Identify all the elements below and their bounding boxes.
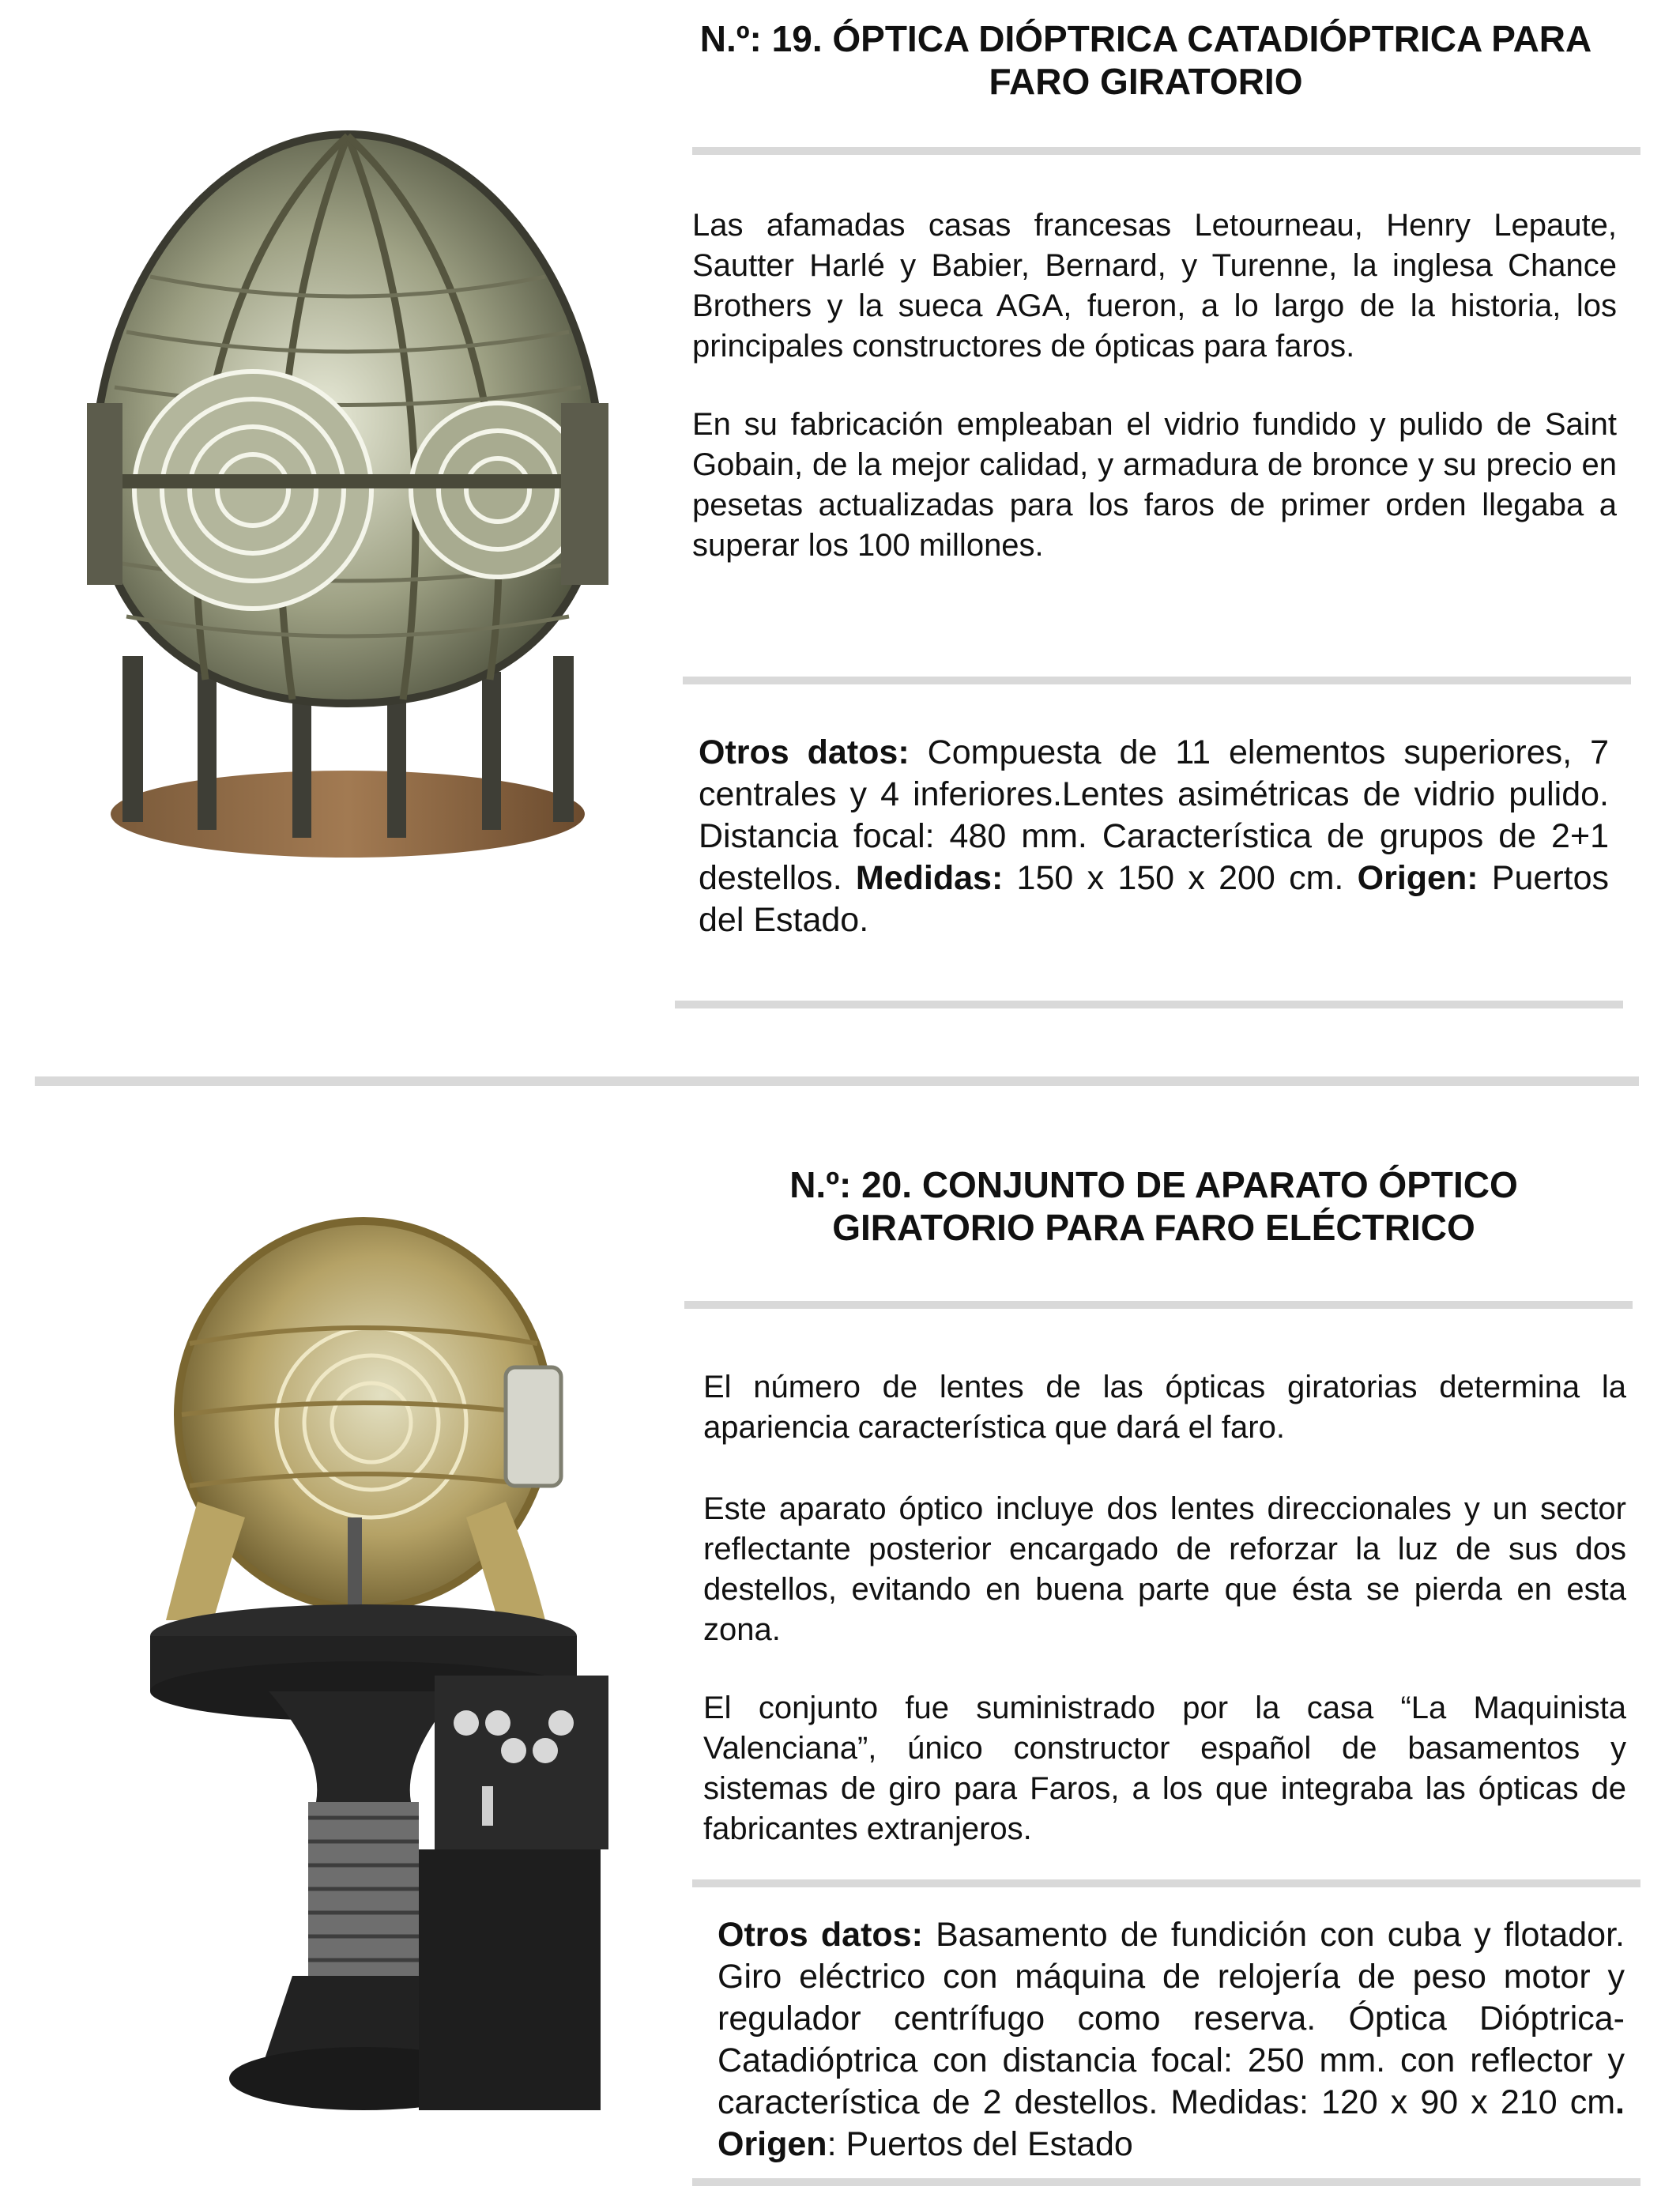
item20-origen-label: Origen	[718, 2125, 827, 2163]
item19-origen-label: Origen:	[1357, 859, 1478, 897]
item20-other-data	[718, 1914, 1625, 2166]
item20-divider-2	[692, 1879, 1640, 1887]
item19-title	[680, 17, 1612, 103]
item20-otros-text: Basamento de fundición con cuba y flotador. Giro eléctrico con máquina de relojería de peso motor y regulador centrífugo como reserva. Óptica Dióptrica-Catadióptrica con distancia focal: 250 mm. con reflector y característica de 2 destellos. Medidas: 120 x 90 x 210 cm	[718, 1916, 1625, 2121]
item20-title-line2: GIRATORIO PARA FARO ELÉCTRICO	[832, 1207, 1475, 1248]
item20-title-line1: N.º: 20. CONJUNTO DE APARATO ÓPTICO	[789, 1164, 1518, 1205]
item19-other-data	[699, 732, 1609, 941]
item19-paragraph1: Las afamadas casas francesas Letourneau, Henry Lepaute, Sautter Harlé y Babier, Bernard, y Turenne, la inglesa Chance Brothers y la sueca AGA, fueron, a lo largo de la historia, los principales constructores de ópticas para faros.	[692, 208, 1617, 364]
item20-paragraph3: El conjunto fue suministrado por la casa “La Maquinista Valenciana”, único constructor español de basamentos y sistemas de giro para Faros, a los que integraba las ópticas de fabricantes extranjeros.	[703, 1691, 1626, 1846]
item20-otros-label: Otros datos:	[718, 1916, 923, 1954]
item19-lens-photo	[55, 119, 640, 877]
item19-origen-text: Puertos del Estado.	[699, 859, 1610, 939]
item19-title-line1: N.º: 19. ÓPTICA DIÓPTRICA CATADIÓPTRICA PARA	[699, 18, 1592, 59]
item19-otros-text: Compuesta de 11 elementos superiores, 7 centrales y 4 inferiores.Lentes asimétricas de vidrio pulido. Distancia focal: 480 mm. Característica de grupos de 2+1 destellos.	[699, 733, 1609, 897]
item20-title-divider	[684, 1301, 1633, 1309]
section-separator	[35, 1076, 1639, 1086]
item20-paragraph2: Este aparato óptico incluye dos lentes direccionales y un sector reflectante posterior encargado de reforzar la luz de sus dos destellos, evitando en buena parte que ésta se pierda en esta zona.	[703, 1491, 1626, 1647]
item20-title	[687, 1163, 1620, 1249]
item19-medidas-label: Medidas:	[855, 859, 1004, 897]
item19-otros-label: Otros datos:	[699, 733, 910, 771]
item19-divider-3	[675, 1001, 1623, 1008]
item20-origen-text: : Puertos del Estado	[827, 2125, 1133, 2163]
item19-medidas-text: 150 x 150 x 200 cm.	[1003, 859, 1358, 897]
item20-origen-sep: .	[1615, 2083, 1625, 2121]
item19-title-line2: FARO GIRATORIO	[989, 61, 1303, 102]
item20-apparatus-photo	[134, 1217, 624, 2142]
item19-title-divider	[692, 147, 1640, 155]
item19-divider-2	[683, 677, 1631, 684]
item20-paragraph1: El número de lentes de las ópticas giratorias determina la apariencia característica que dará el faro.	[703, 1370, 1626, 1445]
item20-divider-3	[692, 2178, 1640, 2186]
item19-paragraph2: En su fabricación empleaban el vidrio fundido y pulido de Saint Gobain, de la mejor calidad, y armadura de bronce y su precio en pesetas actualizadas para los faros de primer orden llegaba a superar los 100 millones.	[692, 407, 1617, 563]
